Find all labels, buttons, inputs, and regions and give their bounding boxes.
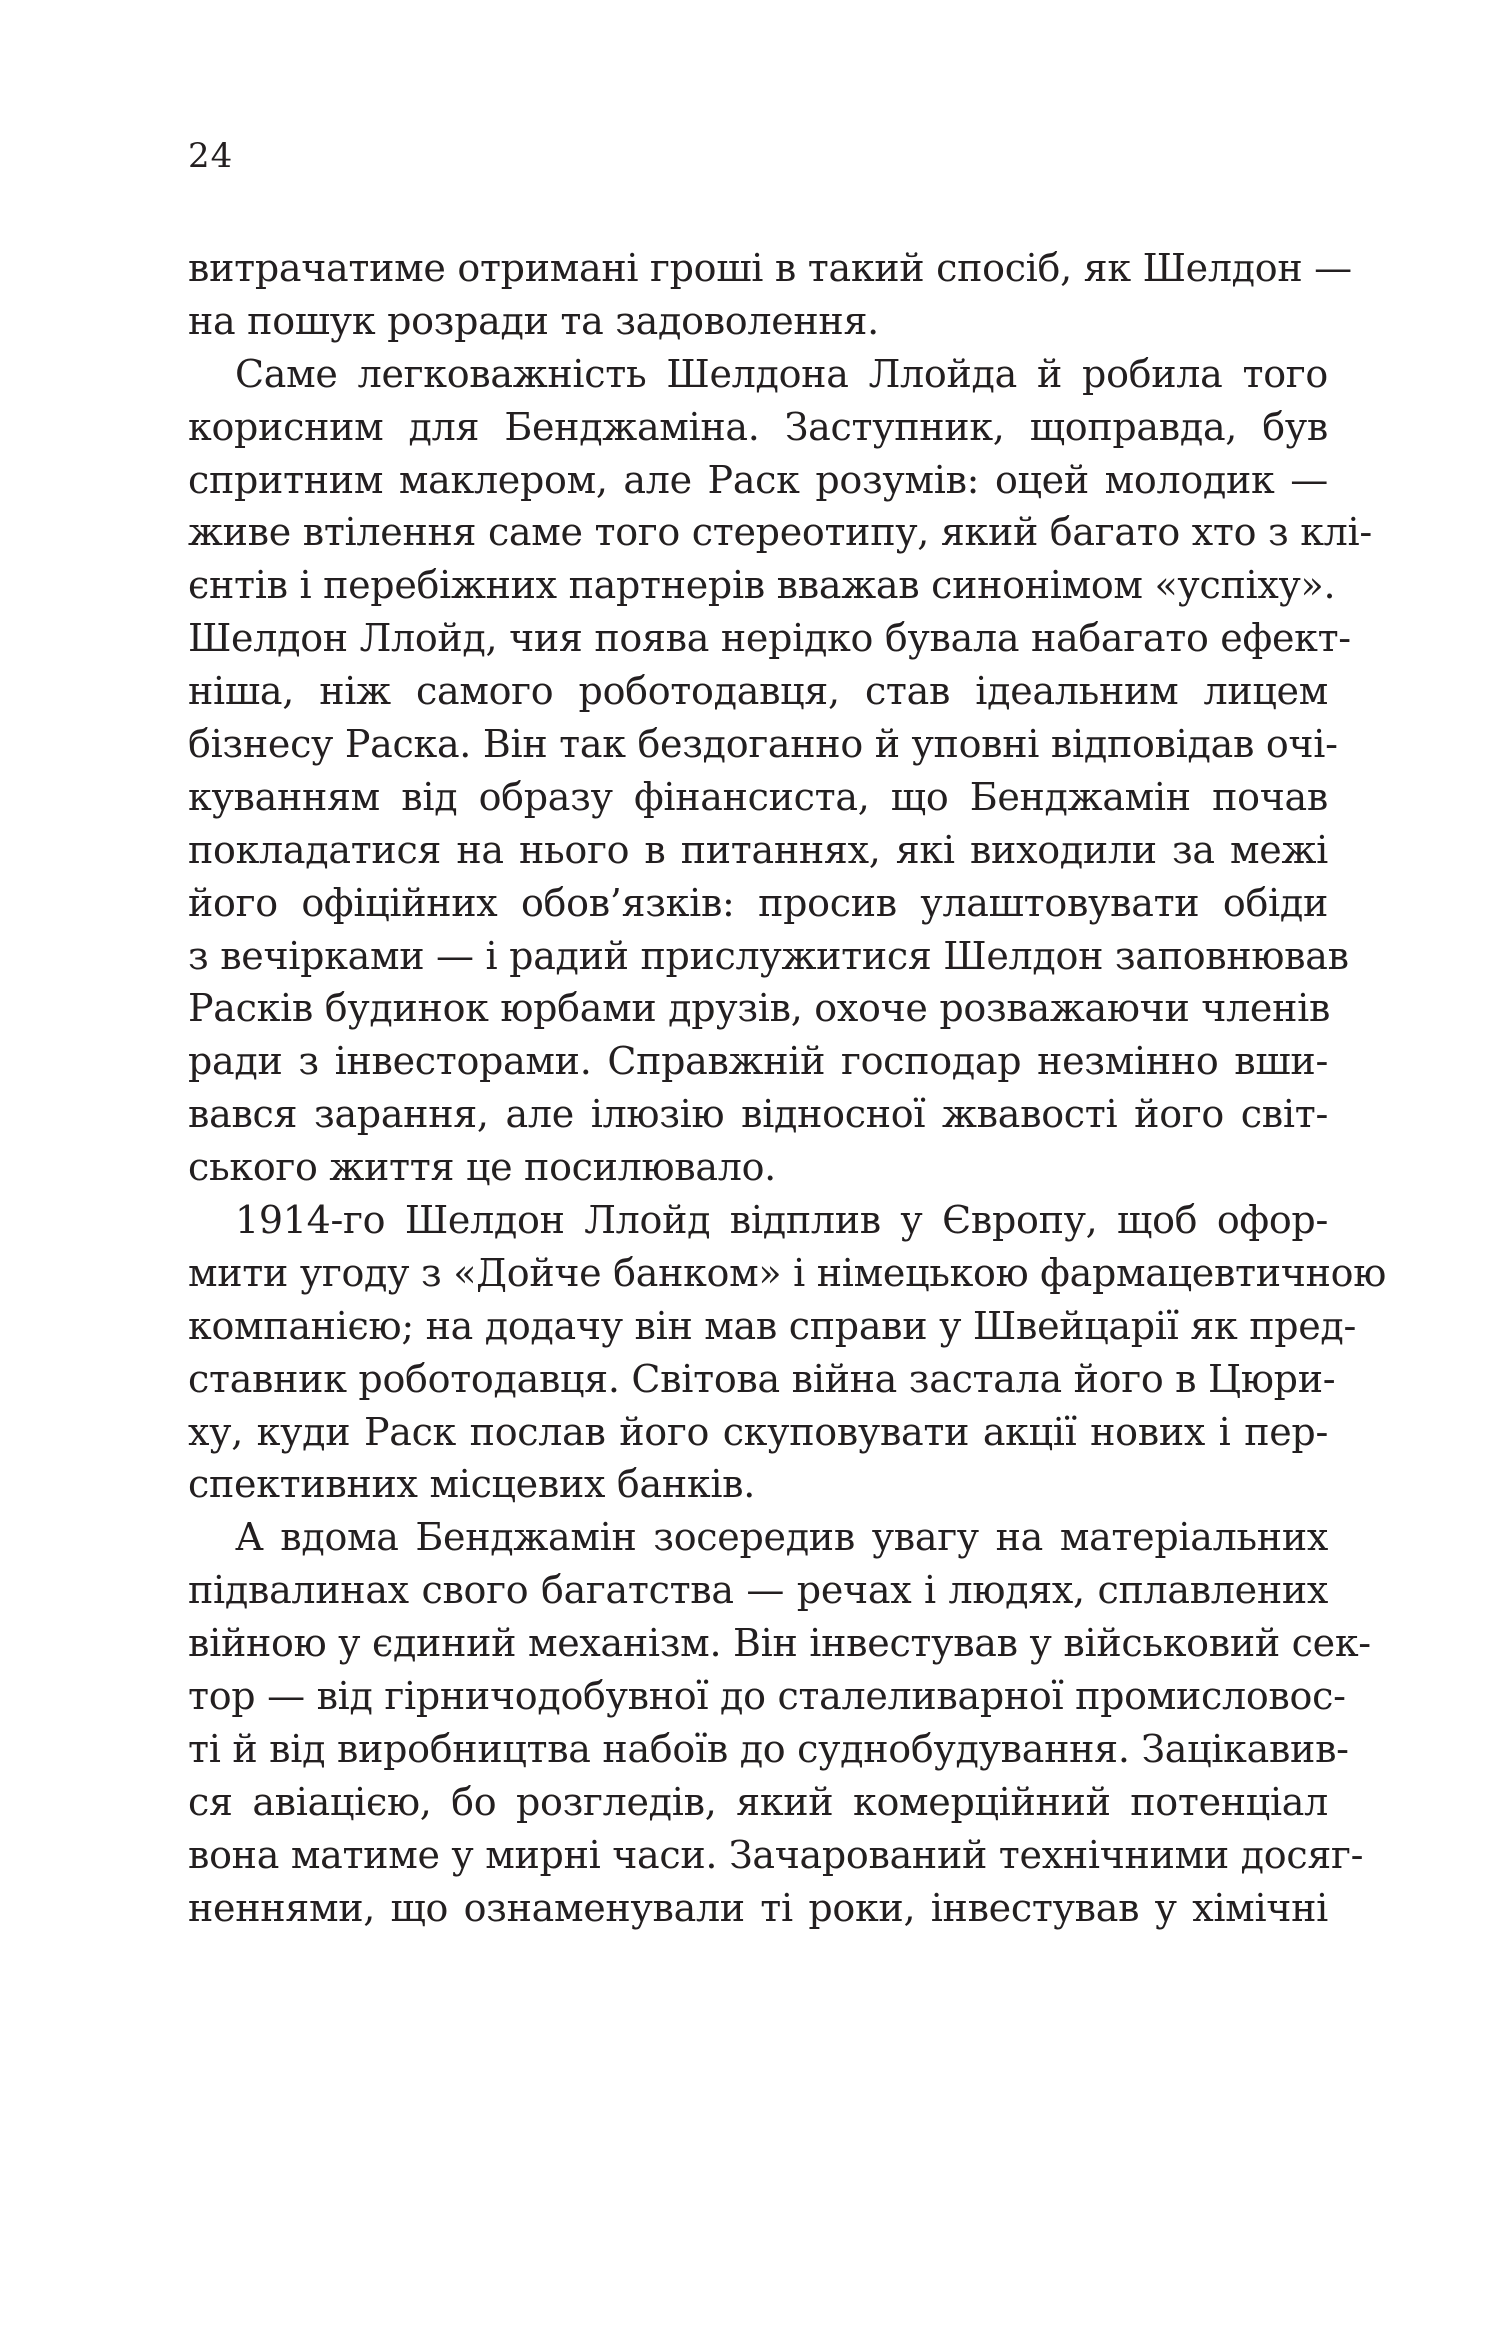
text-line: Саме легковажність Шелдона Ллойда й робила того <box>235 351 1328 396</box>
text-line: витрачатиме отримані гроші в такий спосіб, як Шелдон — <box>188 246 1352 290</box>
text-line: тор — від гірничодобувної до сталеливарної промисловос- <box>188 1674 1346 1719</box>
text-line: ського життя це посилювало. <box>188 1145 776 1190</box>
text-line: з вечірками — і радий прислужитися Шелдон заповнював <box>188 933 1349 978</box>
text-line: ті й від виробництва набоїв до суднобудування. Зацікавив- <box>188 1726 1349 1771</box>
text-line: Шелдон Ллойд, чия поява нерідко бувала набагато ефект- <box>188 616 1351 661</box>
text-line: підвалинах свого багатства — речах і людях, сплавлених <box>188 1568 1328 1613</box>
text-line: ніша, ніж самого роботодавця, став ідеальним лицем <box>188 669 1328 714</box>
text-line: корисним для Бенджаміна. Заступник, щоправда, був <box>188 404 1328 449</box>
text-line: куванням від образу фінансиста, що Бенджамін почав <box>188 774 1328 819</box>
text-line: неннями, що ознаменували ті роки, інвестував у хімічні <box>188 1885 1328 1930</box>
paragraph <box>188 1194 1387 1511</box>
text-line: вався зарання, але ілюзію відносної жвавості його світ- <box>188 1092 1328 1137</box>
text-line: спритним маклером, але Раск розумів: оцей молодик — <box>188 457 1328 502</box>
text-line: Расків будинок юрбами друзів, охоче розважаючи членів <box>188 986 1331 1031</box>
text-line: ху, куди Раск послав його скуповувати акції нових і пер- <box>188 1409 1328 1454</box>
text-line: ради з інвесторами. Справжній господар незмінно вши- <box>188 1039 1328 1084</box>
text-line: ся авіацією, бо розгледів, який комерційний потенціал <box>188 1779 1328 1824</box>
text-line: на пошук розради та задоволення. <box>188 298 879 343</box>
paragraph <box>188 1511 1371 1934</box>
text-line: єнтів і перебіжних партнерів вважав синонімом «успіху». <box>188 563 1336 608</box>
body-text <box>188 242 1387 1935</box>
text-line: вона матиме у мирні часи. Зачарований технічними досяг- <box>188 1832 1364 1877</box>
paragraph <box>188 348 1372 1194</box>
text-line: ставник роботодавця. Світова війна застала його в Цюри- <box>188 1356 1336 1401</box>
paragraph <box>188 242 1352 348</box>
text-line: війною у єдиний механізм. Він інвестував у військовий сек- <box>188 1621 1371 1666</box>
page-number: 24 <box>188 136 234 176</box>
text-line: його офіційних обов’язків: просив улаштовувати обіди <box>188 880 1328 925</box>
text-line: покладатися на нього в питаннях, які виходили за межі <box>188 827 1328 872</box>
text-line: А вдома Бенджамін зосередив увагу на матеріальних <box>235 1515 1328 1560</box>
text-line: 1914-го Шелдон Ллойд відплив у Європу, щоб офор- <box>235 1198 1328 1243</box>
text-line: живе втілення саме того стереотипу, який багато хто з клі- <box>188 510 1372 555</box>
text-line: бізнесу Раска. Він так бездоганно й уповні відповідав очі- <box>188 722 1338 767</box>
text-line: компанією; на додачу він мав справи у Швейцарії як пред- <box>188 1303 1357 1348</box>
text-line: спективних місцевих банків. <box>188 1462 756 1507</box>
text-line: мити угоду з «Дойче банком» і німецькою фармацевтичною <box>188 1250 1387 1295</box>
